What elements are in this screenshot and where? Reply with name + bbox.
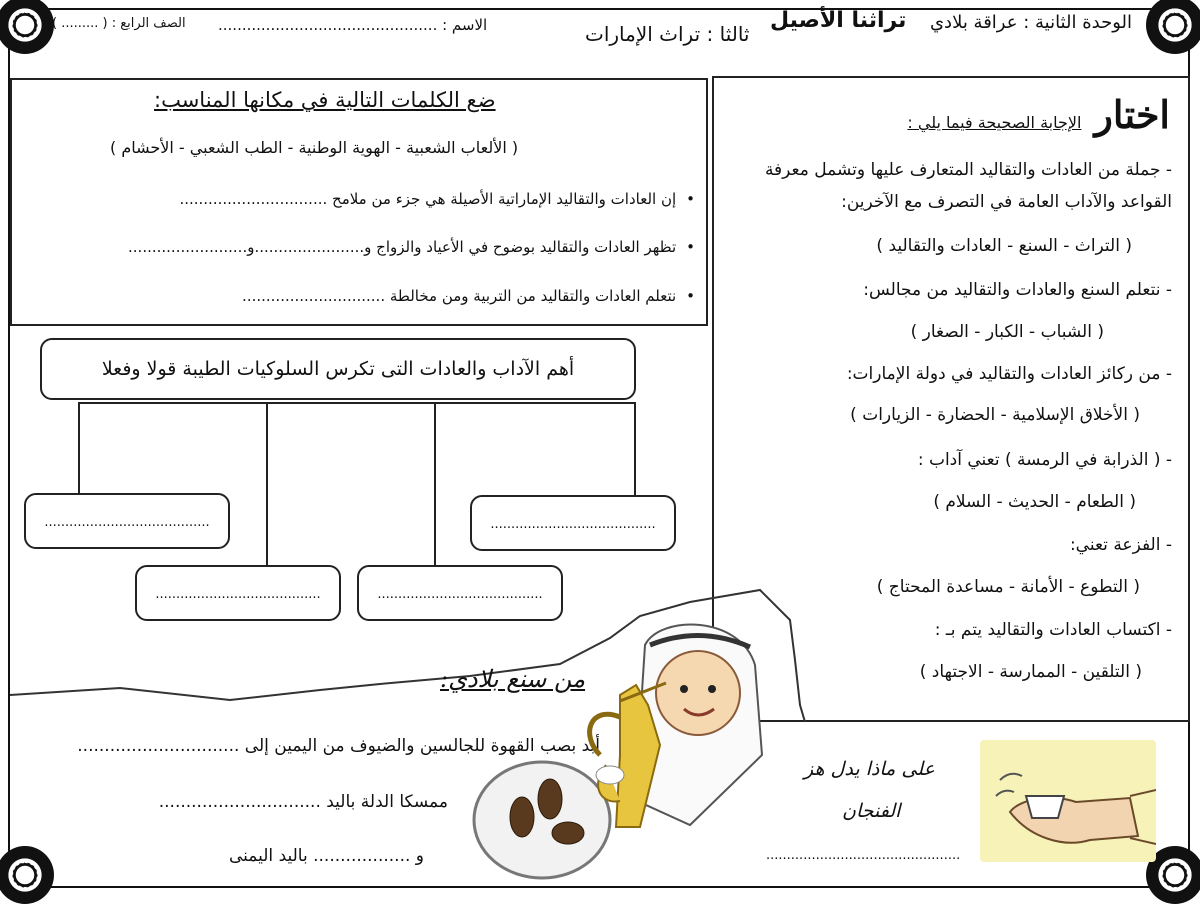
diagram-connector: [78, 402, 80, 494]
corner-ornament-icon: [0, 846, 54, 904]
page-title: تراثنا الأصيل: [770, 8, 907, 33]
boy-coffee-illustration: [470, 605, 770, 895]
diagram-box[interactable]: [24, 493, 230, 549]
corner-ornament-icon: [1146, 0, 1200, 54]
question-1-choices[interactable]: ( التراث - السنع - العادات والتقاليد ): [876, 236, 1132, 256]
question-5-choices[interactable]: ( التطوع - الأمانة - مساعدة المحتاج ): [876, 577, 1140, 597]
diagram-connector: [78, 402, 636, 404]
sanaa-line-1[interactable]: أبد بصب القهوة للجالسين والضيوف من اليمين إلى ..............................: [77, 736, 600, 756]
sanaa-line-3[interactable]: و .................. باليد اليمنى: [229, 846, 424, 866]
cup-hand-illustration: [980, 740, 1156, 862]
question-3-choices[interactable]: ( الأخلاق الإسلامية - الحضارة - الزيارات ): [850, 405, 1140, 425]
mc-heading-big: اختار: [1094, 92, 1170, 137]
diagram-root-text: أهم الآداب والعادات التى تكرس السلوكيات الطيبة قولا وفعلا: [101, 358, 575, 380]
page-subtitle: ثالثا : تراث الإمارات: [585, 22, 750, 46]
diagram-connector: [634, 402, 636, 496]
cup-question-line-2: الفنجان: [842, 800, 901, 822]
grade-field[interactable]: الصف الرابع : ( ......... ): [52, 16, 186, 31]
question-2: - نتعلم السنع والعادات والتقاليد من مجالس:: [863, 280, 1172, 300]
diagram-blank: ........................................: [377, 587, 543, 602]
name-field[interactable]: الاسم : ..............................................: [218, 16, 488, 34]
question-3: - من ركائز العادات والتقاليد في دولة الإمارات:: [846, 364, 1172, 384]
mc-heading-small: الإجابة الصحيحة فيما يلي :: [907, 113, 1082, 132]
diagram-root: [40, 338, 636, 400]
question-6: - اكتساب العادات والتقاليد يتم بـ :: [934, 620, 1172, 640]
sentence-3[interactable]: • نتعلم العادات والتقاليد من التربية ومن مخالطة ..............................: [242, 287, 695, 305]
cup-question-line-1: على ماذا يدل هز: [804, 758, 935, 780]
fill-heading: ضع الكلمات التالية في مكانها المناسب:: [154, 88, 496, 112]
sanaa-line-2[interactable]: ممسكا الدلة باليد ..............................: [158, 792, 448, 812]
diagram-blank: ........................................: [155, 587, 321, 602]
diagram-blank: ........................................: [490, 517, 656, 532]
diagram-connector: [434, 402, 436, 566]
diagram-connector: [266, 402, 268, 566]
word-bank: ( الألعاب الشعبية - الهوية الوطنية - الطب الشعبي - الأحشام ): [110, 138, 519, 157]
question-6-choices[interactable]: ( التلقين - الممارسة - الاجتهاد ): [919, 662, 1142, 682]
sanaa-heading: من سنع بلادي:: [440, 665, 586, 693]
question-1-line-2: القواعد والآداب العامة في التصرف مع الآخرين:: [841, 192, 1172, 212]
question-5: - الفزعة تعني:: [1069, 535, 1172, 555]
diagram-box[interactable]: [470, 495, 676, 551]
sentence-1[interactable]: • إن العادات والتقاليد الإماراتية الأصيلة هي جزء من ملامح ...............................: [179, 190, 695, 208]
mc-heading: [770, 92, 1170, 137]
question-1-line-1: - جملة من العادات والتقاليد المتعارف عليها وتشمل معرفة: [764, 160, 1172, 180]
unit-label: الوحدة الثانية : عراقة بلادي: [929, 12, 1132, 33]
cup-answer-blank[interactable]: ...............................................: [766, 848, 961, 863]
question-4-choices[interactable]: ( الطعام - الحديث - السلام ): [933, 492, 1136, 512]
question-4: - ( الذرابة في الرمسة ) تعني آداب :: [917, 450, 1172, 470]
sentence-2[interactable]: • تظهر العادات والتقاليد بوضوح في الأعياد والزواج و.......................و.........................: [128, 238, 695, 256]
question-2-choices[interactable]: ( الشباب - الكبار - الصغار ): [910, 322, 1104, 342]
diagram-blank: ........................................: [44, 515, 210, 530]
